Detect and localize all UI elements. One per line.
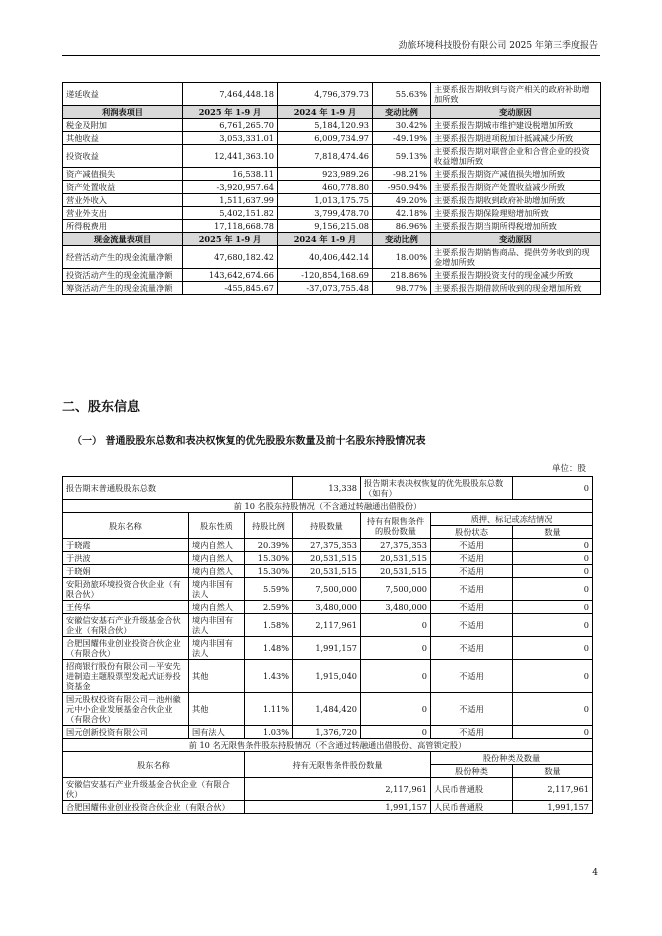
table-row bbox=[63, 637, 593, 660]
col-status: 股份状态 bbox=[431, 526, 513, 539]
holder-name: 国元创新投资有限公司 bbox=[63, 726, 189, 739]
holder-name: 王传华 bbox=[63, 601, 189, 614]
item-name: 所得税费用 bbox=[63, 220, 183, 233]
change-reason: 主要系报告期销售商品、提供劳务收到的现金增加所致 bbox=[431, 246, 601, 269]
change-ratio: 49.20% bbox=[373, 194, 431, 207]
shareholders-table-body bbox=[63, 477, 593, 814]
table-row bbox=[63, 145, 601, 168]
holder-nature: 境内非国有法人 bbox=[189, 578, 245, 601]
holder-name: 安徽信安基石产业升级基金合伙企业（有限合伙） bbox=[63, 614, 189, 637]
value-2024: 6,009,734.97 bbox=[278, 132, 373, 145]
holder-restricted: 20,531,515 bbox=[361, 552, 431, 565]
holder-name: 招商银行股份有限公司－平安先进制造主题股票型发起式证券投资基金 bbox=[63, 660, 189, 693]
holder-nature: 国有法人 bbox=[189, 726, 245, 739]
holder-restricted: 0 bbox=[361, 614, 431, 637]
holder-restricted: 0 bbox=[361, 693, 431, 726]
value-2025: 12,441,363.10 bbox=[183, 145, 278, 168]
holder-ratio: 1.58% bbox=[245, 614, 293, 637]
change-reason: 主要系报告期城市维护建设税增加所致 bbox=[431, 119, 601, 132]
table-row bbox=[63, 578, 593, 601]
header-item: 利润表项目 bbox=[63, 106, 183, 119]
value-2024: 923,989.26 bbox=[278, 168, 373, 181]
value-2024: 4,796,379.73 bbox=[278, 83, 373, 106]
holder-ratio: 1.03% bbox=[245, 726, 293, 739]
change-reason: 主要系报告期投资支付的现金减少所致 bbox=[431, 269, 601, 282]
holder-count: 0 bbox=[513, 539, 593, 552]
value-2024: -37,073,755.48 bbox=[278, 282, 373, 295]
change-reason: 主要系报告期当期所得税增加所致 bbox=[431, 220, 601, 233]
holder-count: 0 bbox=[513, 552, 593, 565]
value-2025: 5,402,151.82 bbox=[183, 207, 278, 220]
ucol-name: 股东名称 bbox=[63, 752, 245, 778]
unrestricted-title: 前 10 名无限售条件股东持股情况（不含通过转融通出借股份、高管锁定股） bbox=[63, 739, 593, 752]
value-2025: 1,511,637.99 bbox=[183, 194, 278, 207]
ucol-type-group: 股份种类及数量 bbox=[431, 752, 593, 765]
table-row bbox=[63, 282, 601, 295]
value-2025: 47,680,182.42 bbox=[183, 246, 278, 269]
change-ratio: 59.13% bbox=[373, 145, 431, 168]
holder-nature: 境内非国有法人 bbox=[189, 637, 245, 660]
holder-restricted: 27,375,353 bbox=[361, 539, 431, 552]
value-2024: 460,778.80 bbox=[278, 181, 373, 194]
holder-nature: 境内自然人 bbox=[189, 565, 245, 578]
unres-count: 1,991,157 bbox=[513, 801, 593, 814]
pref-holders-value: 0 bbox=[513, 477, 593, 500]
change-reason: 主要系报告期资产减值损失增加所致 bbox=[431, 168, 601, 181]
top10-title: 前 10 名股东持股情况（不含通过转融通出借股份） bbox=[63, 500, 593, 513]
item-name: 营业外收入 bbox=[63, 194, 183, 207]
pref-holders-label: 报告期末表决权恢复的优先股股东总数（如有） bbox=[361, 477, 513, 500]
unrestricted-title-row bbox=[63, 739, 593, 752]
table-row bbox=[63, 601, 593, 614]
holder-count: 0 bbox=[513, 637, 593, 660]
holder-restricted: 0 bbox=[361, 637, 431, 660]
page-number: 4 bbox=[592, 868, 598, 878]
holder-nature: 其他 bbox=[189, 660, 245, 693]
value-2025: 16,538.11 bbox=[183, 168, 278, 181]
holder-ratio: 5.59% bbox=[245, 578, 293, 601]
holder-nature: 其他 bbox=[189, 693, 245, 726]
item-name: 筹资活动产生的现金流量净额 bbox=[63, 282, 183, 295]
table-row bbox=[63, 132, 601, 145]
unres-qty: 2,117,961 bbox=[245, 778, 431, 801]
holder-count: 0 bbox=[513, 693, 593, 726]
value-2025: -455,845.67 bbox=[183, 282, 278, 295]
table-row bbox=[63, 83, 601, 106]
unres-type: 人民币普通股 bbox=[431, 778, 513, 801]
item-name: 资产减值损失 bbox=[63, 168, 183, 181]
section-subtitle: （一） 普通股股东总数和表决权恢复的优先股股东数量及前十名股东持股情况表 bbox=[72, 436, 426, 447]
table-row bbox=[63, 269, 601, 282]
table-row bbox=[63, 778, 593, 801]
holder-count: 0 bbox=[513, 660, 593, 693]
table-row bbox=[63, 168, 601, 181]
header-change: 变动比例 bbox=[373, 233, 431, 246]
table-row bbox=[63, 801, 593, 814]
holder-ratio: 1.48% bbox=[245, 637, 293, 660]
table-header-row bbox=[63, 106, 601, 119]
change-ratio: 55.63% bbox=[373, 83, 431, 106]
holder-qty: 27,375,353 bbox=[293, 539, 361, 552]
holder-qty: 7,500,000 bbox=[293, 578, 361, 601]
page-header: 劲旅环境科技股份有限公司 2025 年第三季度报告 bbox=[398, 41, 598, 51]
holder-qty: 2,117,961 bbox=[293, 614, 361, 637]
change-reason: 主要系报告期保险理赔增加所致 bbox=[431, 207, 601, 220]
header-reason: 变动原因 bbox=[431, 233, 601, 246]
holder-ratio: 1.43% bbox=[245, 660, 293, 693]
col-nature: 股东性质 bbox=[189, 513, 245, 539]
item-name: 经营活动产生的现金流量净额 bbox=[63, 246, 183, 269]
item-name: 税金及附加 bbox=[63, 119, 183, 132]
value-2024: 9,156,215.08 bbox=[278, 220, 373, 233]
unres-qty: 1,991,157 bbox=[245, 801, 431, 814]
change-ratio: -950.94% bbox=[373, 181, 431, 194]
holder-name: 合肥国耀伟业创业投资合伙企业（有限合伙） bbox=[63, 637, 189, 660]
holder-status: 不适用 bbox=[431, 660, 513, 693]
value-2025: 6,761,265.70 bbox=[183, 119, 278, 132]
holder-status: 不适用 bbox=[431, 552, 513, 565]
summary-row bbox=[63, 477, 593, 500]
value-2025: 3,053,331.01 bbox=[183, 132, 278, 145]
holder-count: 0 bbox=[513, 726, 593, 739]
col-qty: 持股数量 bbox=[293, 513, 361, 539]
holder-restricted: 20,531,515 bbox=[361, 565, 431, 578]
table-row bbox=[63, 565, 593, 578]
header-c2025: 2025 年 1-9 月 bbox=[183, 106, 278, 119]
holder-qty: 1,915,040 bbox=[293, 660, 361, 693]
change-ratio: -98.21% bbox=[373, 168, 431, 181]
change-ratio: 86.96% bbox=[373, 220, 431, 233]
change-reason: 主要系报告期收到与资产相关的政府补助增加所致 bbox=[431, 83, 601, 106]
table-row bbox=[63, 552, 593, 565]
header-reason: 变动原因 bbox=[431, 106, 601, 119]
holder-ratio: 15.30% bbox=[245, 565, 293, 578]
value-2024: 40,406,442.14 bbox=[278, 246, 373, 269]
holder-status: 不适用 bbox=[431, 539, 513, 552]
table-row bbox=[63, 660, 593, 693]
holder-status: 不适用 bbox=[431, 565, 513, 578]
unres-type: 人民币普通股 bbox=[431, 801, 513, 814]
holder-name: 于洪波 bbox=[63, 552, 189, 565]
holder-name: 国元股权投资有限公司－池州徽元中小企业发展基金合伙企业（有限合伙） bbox=[63, 693, 189, 726]
value-2024: 5,184,120.93 bbox=[278, 119, 373, 132]
holder-count: 0 bbox=[513, 578, 593, 601]
header-item: 现金流量表项目 bbox=[63, 233, 183, 246]
value-2025: 143,642,674.66 bbox=[183, 269, 278, 282]
header-c2025: 2025 年 1-9 月 bbox=[183, 233, 278, 246]
holder-status: 不适用 bbox=[431, 693, 513, 726]
value-2024: 7,818,474.46 bbox=[278, 145, 373, 168]
unres-count: 2,117,961 bbox=[513, 778, 593, 801]
col-count: 数量 bbox=[513, 526, 593, 539]
item-name: 投资收益 bbox=[63, 145, 183, 168]
holder-status: 不适用 bbox=[431, 614, 513, 637]
table-row bbox=[63, 539, 593, 552]
table-header-row bbox=[63, 233, 601, 246]
change-reason: 主要系报告期进项税加计抵减减少所致 bbox=[431, 132, 601, 145]
holder-status: 不适用 bbox=[431, 726, 513, 739]
change-reason: 主要系报告期对联营企业和合营企业的投资收益增加所致 bbox=[431, 145, 601, 168]
holder-ratio: 1.11% bbox=[245, 693, 293, 726]
table-row bbox=[63, 194, 601, 207]
change-reason: 主要系报告期收到政府补助增加所致 bbox=[431, 194, 601, 207]
col-ratio: 持股比例 bbox=[245, 513, 293, 539]
holder-status: 不适用 bbox=[431, 637, 513, 660]
unres-name: 安徽信安基石产业升级基金合伙企业（有限合伙） bbox=[63, 778, 245, 801]
holder-count: 0 bbox=[513, 565, 593, 578]
item-name: 递延收益 bbox=[63, 83, 183, 106]
holder-nature: 境内非国有法人 bbox=[189, 614, 245, 637]
holder-restricted: 0 bbox=[361, 726, 431, 739]
unres-name: 合肥国耀伟业创业投资合伙企业（有限合伙） bbox=[63, 801, 245, 814]
table-row bbox=[63, 119, 601, 132]
change-reason: 主要系报告期借款所收到的现金增加所致 bbox=[431, 282, 601, 295]
holder-ratio: 20.39% bbox=[245, 539, 293, 552]
value-2025: 17,118,668.78 bbox=[183, 220, 278, 233]
col-pledge: 质押、标记或冻结情况 bbox=[431, 513, 593, 526]
unrestricted-header-row bbox=[63, 752, 593, 765]
table-row bbox=[63, 207, 601, 220]
item-name: 资产处置收益 bbox=[63, 181, 183, 194]
change-ratio: 42.18% bbox=[373, 207, 431, 220]
holder-qty: 3,480,000 bbox=[293, 601, 361, 614]
top10-title-row bbox=[63, 500, 593, 513]
total-holders-label: 报告期末普通股股东总数 bbox=[63, 477, 293, 500]
holder-status: 不适用 bbox=[431, 601, 513, 614]
changes-table-body bbox=[63, 83, 601, 295]
holder-restricted: 7,500,000 bbox=[361, 578, 431, 601]
holder-nature: 境内自然人 bbox=[189, 539, 245, 552]
table-row bbox=[63, 614, 593, 637]
holder-name: 安阳劲旅环境投资合伙企业（有限合伙） bbox=[63, 578, 189, 601]
header-c2024: 2024 年 1-9 月 bbox=[278, 233, 373, 246]
table-row bbox=[63, 246, 601, 269]
item-name: 营业外支出 bbox=[63, 207, 183, 220]
change-ratio: 98.77% bbox=[373, 282, 431, 295]
holder-qty: 1,991,157 bbox=[293, 637, 361, 660]
holder-status: 不适用 bbox=[431, 578, 513, 601]
shareholders-table bbox=[62, 476, 593, 814]
holder-count: 0 bbox=[513, 601, 593, 614]
ucol-count: 数量 bbox=[513, 765, 593, 778]
header-c2024: 2024 年 1-9 月 bbox=[278, 106, 373, 119]
header-divider bbox=[62, 55, 600, 56]
change-ratio: 30.42% bbox=[373, 119, 431, 132]
holder-nature: 境内自然人 bbox=[189, 601, 245, 614]
holder-name: 于晓娟 bbox=[63, 565, 189, 578]
column-header-row bbox=[63, 513, 593, 526]
table-row bbox=[63, 181, 601, 194]
change-ratio: -49.19% bbox=[373, 132, 431, 145]
holder-count: 0 bbox=[513, 614, 593, 637]
unit-label: 单位：股 bbox=[551, 464, 586, 474]
change-ratio: 18.00% bbox=[373, 246, 431, 269]
col-restricted: 持有有限售条件的股份数量 bbox=[361, 513, 431, 539]
col-name: 股东名称 bbox=[63, 513, 189, 539]
holder-restricted: 3,480,000 bbox=[361, 601, 431, 614]
value-2024: -120,854,168.69 bbox=[278, 269, 373, 282]
table-row bbox=[63, 220, 601, 233]
holder-qty: 1,484,420 bbox=[293, 693, 361, 726]
ucol-qty: 持有无限售条件股份数量 bbox=[245, 752, 431, 778]
changes-table bbox=[62, 82, 601, 295]
holder-ratio: 15.30% bbox=[245, 552, 293, 565]
table-row bbox=[63, 726, 593, 739]
section-title: 二、股东信息 bbox=[62, 400, 141, 415]
holder-ratio: 2.59% bbox=[245, 601, 293, 614]
holder-qty: 1,376,720 bbox=[293, 726, 361, 739]
ucol-type: 股份种类 bbox=[431, 765, 513, 778]
holder-nature: 境内自然人 bbox=[189, 552, 245, 565]
holder-name: 于晓霞 bbox=[63, 539, 189, 552]
header-change: 变动比例 bbox=[373, 106, 431, 119]
change-reason: 主要系报告期资产处置收益减少所致 bbox=[431, 181, 601, 194]
holder-qty: 20,531,515 bbox=[293, 552, 361, 565]
value-2025: 7,464,448.18 bbox=[183, 83, 278, 106]
holder-restricted: 0 bbox=[361, 660, 431, 693]
change-ratio: 218.86% bbox=[373, 269, 431, 282]
value-2025: -3,920,957.64 bbox=[183, 181, 278, 194]
holder-qty: 20,531,515 bbox=[293, 565, 361, 578]
value-2024: 3,799,478.70 bbox=[278, 207, 373, 220]
table-row bbox=[63, 693, 593, 726]
item-name: 其他收益 bbox=[63, 132, 183, 145]
value-2024: 1,013,175.75 bbox=[278, 194, 373, 207]
item-name: 投资活动产生的现金流量净额 bbox=[63, 269, 183, 282]
total-holders-value: 13,338 bbox=[293, 477, 361, 500]
